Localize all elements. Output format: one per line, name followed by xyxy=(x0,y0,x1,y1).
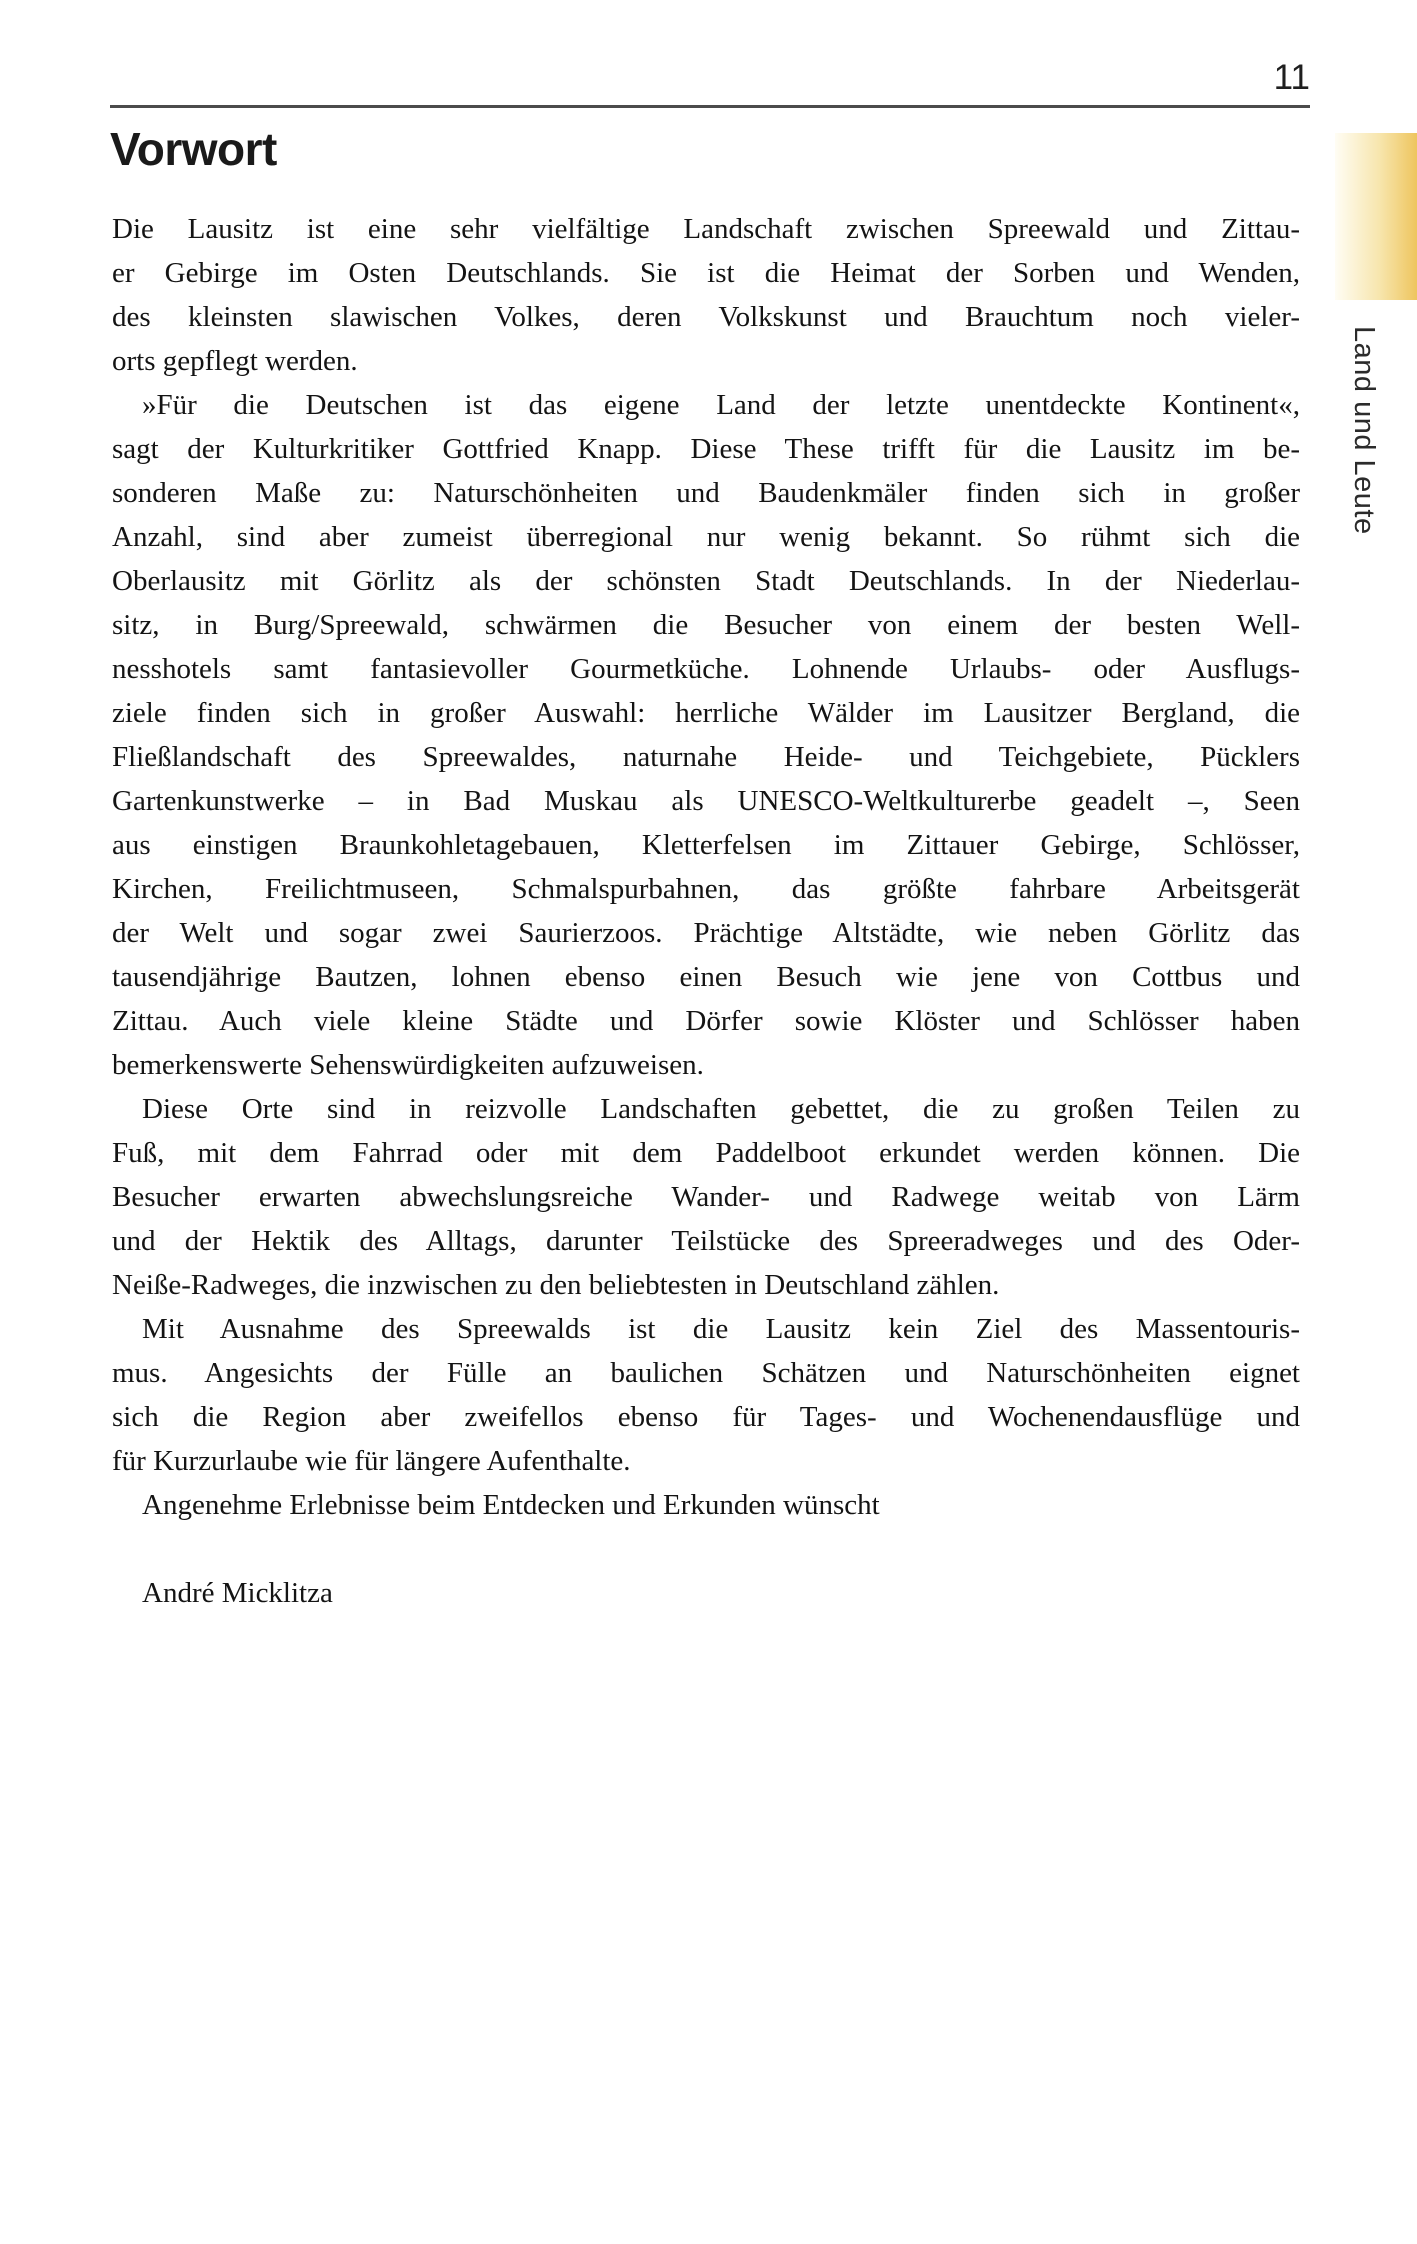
body-line: Zittau. Auch viele kleine Städte und Dörfer sowie Klöster und Schlösser haben xyxy=(112,1005,1300,1037)
signature: André Micklitza xyxy=(142,1577,333,1609)
body-line: Anzahl, sind aber zumeist überregional nur wenig bekannt. So rühmt sich die xyxy=(112,521,1300,553)
body-line: aus einstigen Braunkohletagebauen, Kletterfelsen im Zittauer Gebirge, Schlösser, xyxy=(112,829,1300,861)
body-line: Diese Orte sind in reizvolle Landschaften gebettet, die zu großen Teilen zu xyxy=(142,1093,1300,1125)
body-line: er Gebirge im Osten Deutschlands. Sie ist die Heimat der Sorben und Wenden, xyxy=(112,257,1300,289)
body-line: Mit Ausnahme des Spreewalds ist die Lausitz kein Ziel des Massentouris- xyxy=(142,1313,1300,1345)
body-line: sich die Region aber zweifellos ebenso für Tages- und Wochenendausflüge und xyxy=(112,1401,1300,1433)
body-line: »Für die Deutschen ist das eigene Land der letzte unentdeckte Kontinent«, xyxy=(142,389,1300,421)
body-line: Neiße-Radweges, die inzwischen zu den beliebtesten in Deutschland zählen. xyxy=(112,1269,1000,1301)
body-line: sitz, in Burg/Spreewald, schwärmen die Besucher von einem der besten Well- xyxy=(112,609,1300,641)
body-line: Kirchen, Freilichtmuseen, Schmalspurbahnen, das größte fahrbare Arbeitsgerät xyxy=(112,873,1300,905)
body-line: Die Lausitz ist eine sehr vielfältige Landschaft zwischen Spreewald und Zittau- xyxy=(112,213,1300,245)
body-line: ziele finden sich in großer Auswahl: herrliche Wälder im Lausitzer Bergland, die xyxy=(112,697,1300,729)
chapter-tab-label: Land und Leute xyxy=(1348,326,1380,535)
body-line xyxy=(112,1527,1300,1571)
body-line: und der Hektik des Alltags, darunter Teilstücke des Spreeradweges und des Oder- xyxy=(112,1225,1300,1257)
body-line: Oberlausitz mit Görlitz als der schönsten Stadt Deutschlands. In der Niederlau- xyxy=(112,565,1300,597)
body-text xyxy=(112,207,1300,1615)
body-line: Gartenkunstwerke – in Bad Muskau als UNESCO-Weltkulturerbe geadelt –, Seen xyxy=(112,785,1300,817)
body-line: des kleinsten slawischen Volkes, deren Volkskunst und Brauchtum noch vieler- xyxy=(112,301,1300,333)
body-line: Angenehme Erlebnisse beim Entdecken und Erkunden wünscht xyxy=(142,1489,880,1521)
body-line: für Kurzurlaube wie für längere Aufenthalte. xyxy=(112,1445,631,1477)
body-line: bemerkenswerte Sehenswürdigkeiten aufzuweisen. xyxy=(112,1049,704,1081)
body-line: Fuß, mit dem Fahrrad oder mit dem Paddelboot erkundet werden können. Die xyxy=(112,1137,1300,1169)
body-line: orts gepflegt werden. xyxy=(112,345,358,377)
body-line: sonderen Maße zu: Naturschönheiten und Baudenkmäler finden sich in großer xyxy=(112,477,1300,509)
body-line: sagt der Kulturkritiker Gottfried Knapp. Diese These trifft für die Lausitz im be- xyxy=(112,433,1300,465)
body-line: nesshotels samt fantasievoller Gourmetküche. Lohnende Urlaubs- oder Ausflugs- xyxy=(112,653,1300,685)
chapter-tab-gradient xyxy=(1335,133,1417,300)
header-rule xyxy=(110,105,1310,108)
body-line: Besucher erwarten abwechslungsreiche Wander- und Radwege weitab von Lärm xyxy=(112,1181,1300,1213)
body-line: tausendjährige Bautzen, lohnen ebenso einen Besuch wie jene von Cottbus und xyxy=(112,961,1300,993)
page-title: Vorwort xyxy=(110,123,277,175)
body-line: mus. Angesichts der Fülle an baulichen Schätzen und Naturschönheiten eignet xyxy=(112,1357,1300,1389)
body-line: Fließlandschaft des Spreewaldes, naturnahe Heide- und Teichgebiete, Pücklers xyxy=(112,741,1300,773)
page-number: 11 xyxy=(1273,58,1310,97)
body-line: der Welt und sogar zwei Saurierzoos. Prächtige Altstädte, wie neben Görlitz das xyxy=(112,917,1300,949)
